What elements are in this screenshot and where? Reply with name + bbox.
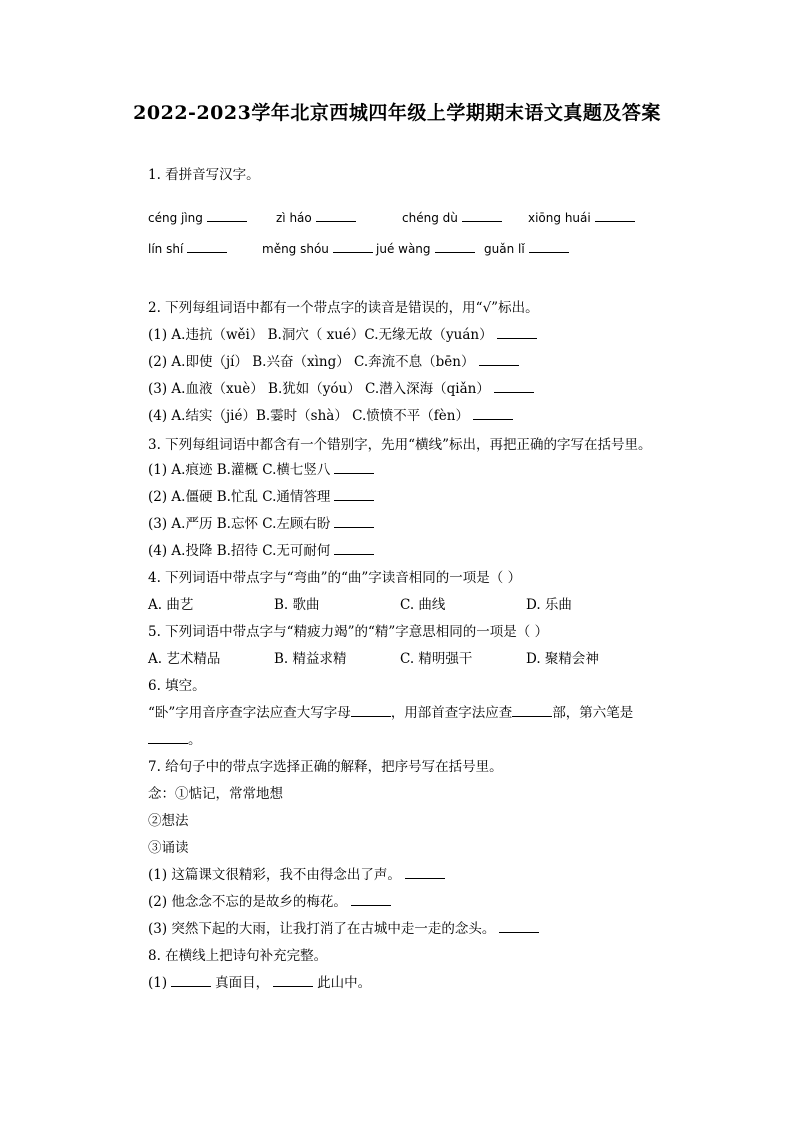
- answer-blank[interactable]: [207, 208, 247, 222]
- answer-blank[interactable]: [333, 239, 373, 253]
- option[interactable]: A. 曲艺: [148, 597, 194, 613]
- q2-item: (1) A.违抗（wěi） B.洞穴（ xué）C.无缘无故（yuán）: [148, 324, 668, 351]
- page-title: 2022-2023学年北京西城四年级上学期期末语文真题及答案: [133, 102, 661, 124]
- q2-stem: 2. 下列每组词语中都有一个带点字的读音是错误的，用“√”标出。: [148, 300, 539, 316]
- q7-definition: 念：①惦记，常常地想: [148, 786, 283, 802]
- pinyin: guǎn lǐ: [484, 242, 525, 256]
- answer-blank[interactable]: [316, 208, 356, 222]
- answer-blank[interactable]: [499, 919, 539, 933]
- q7-definition: ②想法: [148, 813, 189, 829]
- q7-item: (3) 突然下起的大雨，让我打消了在古城中走一走的念头。: [148, 918, 668, 945]
- answer-blank[interactable]: [405, 865, 445, 879]
- pinyin: xiōng huái: [528, 211, 591, 225]
- option[interactable]: D. 聚精会神: [526, 651, 599, 667]
- answer-blank[interactable]: [351, 892, 391, 906]
- answer-blank[interactable]: [494, 379, 534, 393]
- q2-item: (3) A.血液（xuè） B.犹如（yóu） C.潜入深海（qiǎn）: [148, 378, 668, 405]
- q8-stem: 8. 在横线上把诗句补充完整。: [148, 948, 328, 964]
- answer-blank[interactable]: [529, 239, 569, 253]
- answer-blank[interactable]: [148, 730, 188, 744]
- answer-blank[interactable]: [334, 514, 374, 528]
- answer-blank[interactable]: [479, 352, 519, 366]
- q1-stem: 1. 看拼音写汉字。: [148, 167, 260, 183]
- q3-item: (4) A.投降 B.招待 C.无可耐何: [148, 540, 668, 567]
- q1-pinyin-row-2: [148, 238, 668, 265]
- answer-blank[interactable]: [334, 460, 374, 474]
- option[interactable]: C. 精明强干: [400, 651, 473, 667]
- q6-stem: 6. 填空。: [148, 678, 206, 694]
- option[interactable]: C. 曲线: [400, 597, 446, 613]
- option[interactable]: B. 歌曲: [274, 597, 320, 613]
- answer-blank[interactable]: [497, 325, 537, 339]
- answer-blank[interactable]: [473, 406, 513, 420]
- q7-item: (2) 他念念不忘的是故乡的梅花。: [148, 891, 668, 918]
- answer-blank[interactable]: [595, 208, 635, 222]
- option[interactable]: B. 精益求精: [274, 651, 347, 667]
- q3-item: (1) A.痕迹 B.灌概 C.横七竖八: [148, 459, 668, 486]
- answer-blank[interactable]: [187, 239, 227, 253]
- q8-item: (1) 真面目， 此山中。: [148, 975, 372, 991]
- answer-blank[interactable]: [351, 703, 391, 717]
- pinyin: měng shóu: [262, 242, 329, 256]
- pinyin: jué wàng: [376, 242, 431, 256]
- q2-item: (2) A.即使（jí） B.兴奋（xìng） C.奔流不息（bēn）: [148, 351, 668, 378]
- q6-fill-line-2: 。: [148, 729, 668, 756]
- q4-stem: 4. 下列词语中带点字与“弯曲”的“曲”字读音相同的一项是（ ）: [148, 570, 522, 586]
- q6-fill-line: “卧”字用音序查字法应查大写字母 ，用部首查字法应查 部，第六笔是: [148, 705, 634, 721]
- pinyin: chéng dù: [402, 211, 458, 225]
- answer-blank[interactable]: [462, 208, 502, 222]
- pinyin: céng jìng: [148, 211, 203, 225]
- q3-stem: 3. 下列每组词语中都含有一个错别字，先用“横线”标出，再把正确的字写在括号里。: [148, 437, 652, 453]
- pinyin: lín shí: [148, 242, 184, 256]
- q7-stem: 7. 给句子中的带点字选择正确的解释，把序号写在括号里。: [148, 759, 503, 775]
- q7-item: (1) 这篇课文很精彩，我不由得念出了声。: [148, 864, 668, 891]
- q3-item: (2) A.僵硬 B.忙乱 C.通情答理: [148, 486, 668, 513]
- answer-blank[interactable]: [171, 973, 211, 987]
- option[interactable]: D. 乐曲: [526, 597, 572, 613]
- q7-definition: ③诵读: [148, 840, 189, 856]
- q3-item: (3) A.严历 B.忘怀 C.左顾右盼: [148, 513, 668, 540]
- answer-blank[interactable]: [273, 973, 313, 987]
- q4-options: [148, 594, 668, 621]
- q2-item: (4) A.结实（jié）B.霎时（shà） C.愤愤不平（fèn）: [148, 405, 668, 432]
- exam-content: [148, 164, 668, 999]
- q1-pinyin-row-1: [148, 207, 668, 234]
- answer-blank[interactable]: [435, 239, 475, 253]
- q5-options: [148, 648, 668, 675]
- q5-stem: 5. 下列词语中带点字与“精疲力竭”的“精”字意思相同的一项是（ ）: [148, 624, 549, 640]
- option[interactable]: A. 艺术精品: [148, 651, 221, 667]
- answer-blank[interactable]: [334, 487, 374, 501]
- answer-blank[interactable]: [334, 541, 374, 555]
- answer-blank[interactable]: [512, 703, 552, 717]
- pinyin: zì háo: [276, 211, 312, 225]
